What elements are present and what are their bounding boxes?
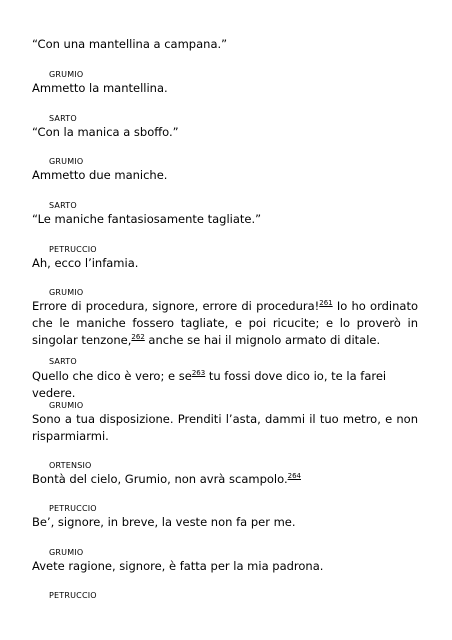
dialogue-text: Quello che dico è vero; e se (32, 369, 192, 383)
dialogue-line: Sono a tua disposizione. Prenditi l’asta, dammi il tuo metro, e non risparmiarmi. (32, 412, 418, 443)
dialogue-text: Io ho ordinato che le maniche fossero tagliate, e poi ricucite; e lo proverò in singolar tenzone, (32, 299, 418, 347)
speaker-name: GRUMIO (49, 70, 84, 79)
speaker-name: GRUMIO (49, 157, 84, 166)
dialogue-line: Be’, signore, in breve, la veste non fa per me. (32, 515, 296, 529)
dialogue-line: “Le maniche fantasiosamente tagliate.” (32, 212, 262, 226)
dialogue-paragraph (32, 298, 418, 349)
dialogue-line: “Con la manica a sboffo.” (32, 125, 179, 139)
footnote-ref[interactable]: 264 (287, 472, 301, 480)
dialogue-text: anche se hai il mignolo armato di ditale. (144, 333, 381, 347)
dialogue-line: Ammetto due maniche. (32, 168, 168, 182)
dialogue-text: tu fossi dove dico io, te la farei vedere. (32, 369, 387, 400)
dialogue-line: Ammetto la mantellina. (32, 81, 168, 95)
dialogue-line: Avete ragione, signore, è fatta per la mia padrona. (32, 559, 324, 573)
dialogue-line: “Con una mantellina a campana.” (32, 37, 228, 51)
speaker-name: PETRUCCIO (49, 504, 97, 513)
dialogue-paragraph (32, 368, 418, 402)
speaker-name: GRUMIO (49, 548, 84, 557)
dialogue-text: Bontà del cielo, Grumio, non avrà scampolo. (32, 472, 288, 486)
speaker-name: GRUMIO (49, 401, 84, 410)
speaker-name: PETRUCCIO (49, 591, 97, 600)
footnote-ref[interactable]: 262 (131, 333, 145, 341)
footnote-ref[interactable]: 261 (319, 299, 333, 307)
speaker-name: GRUMIO (49, 288, 84, 297)
dialogue-line: Ah, ecco l’infamia. (32, 256, 139, 270)
dialogue-paragraph (32, 471, 418, 488)
speaker-name: ORTENSIO (49, 461, 92, 470)
speaker-name: SARTO (49, 357, 77, 366)
dialogue-text: Errore di procedura, signore, errore di procedura! (32, 299, 320, 313)
footnote-ref[interactable]: 263 (191, 369, 206, 377)
speaker-name: PETRUCCIO (49, 245, 97, 254)
speaker-name: SARTO (49, 201, 77, 210)
speaker-name: SARTO (49, 114, 77, 123)
